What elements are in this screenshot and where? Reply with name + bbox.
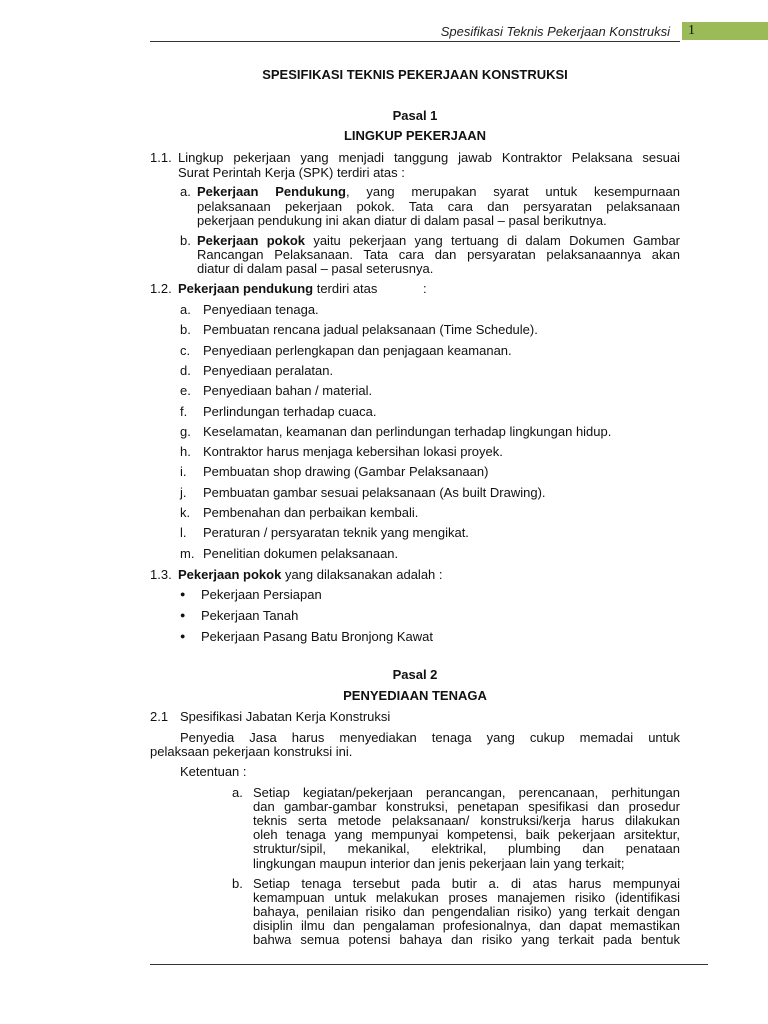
item-1-1-a-line-3: pekerjaan pendukung ini akan diatur di dalam pasal – pasal berikutnya. — [197, 213, 607, 228]
pendukung-item-letter: d. — [180, 363, 191, 378]
ketentuan-a-line: struktur/sipil, mekanikal, elektrikal, plumbing dan penataan — [253, 841, 680, 856]
pendukung-item-letter: i. — [180, 464, 187, 479]
pendukung-item-text: Penyediaan bahan / material. — [203, 383, 373, 398]
section-1-1-line-2: Surat Perintah Kerja (SPK) terdiri atas : — [178, 165, 405, 180]
document-title: SPESIFIKASI TEKNIS PEKERJAAN KONSTRUKSI — [262, 67, 568, 82]
pendukung-item-text: Penyediaan peralatan. — [203, 363, 334, 378]
ketentuan-b-line: bahwa semua potensi bahaya dan risiko yang terkait pada bentuk — [253, 932, 680, 947]
page-number-badge: 1 — [682, 22, 768, 40]
bullet-icon: ● — [180, 589, 186, 599]
pendukung-item-text: Pembenahan dan perbaikan kembali. — [203, 505, 419, 520]
section-1-3-bold: Pekerjaan pokok — [178, 567, 282, 582]
ketentuan-a-line: lingkungan maupun interior dan jenis pekerjaan lain yang terkait; — [253, 856, 625, 871]
running-header-title: Spesifikasi Teknis Pekerjaan Konstruksi — [440, 24, 670, 39]
pendukung-item-text: Pembuatan shop drawing (Gambar Pelaksanaan) — [203, 464, 489, 479]
pasal-1-heading: LINGKUP PEKERJAAN — [343, 128, 487, 143]
paragraph-2-1-line-1: Penyedia Jasa harus menyediakan tenaga yang cukup memadai untuk — [180, 730, 680, 745]
item-1-1-b-bold: Pekerjaan pokok — [197, 233, 306, 248]
ketentuan-a-line: Setiap kegiatan/pekerjaan perancangan, perencanaan, perhitungan — [253, 785, 680, 800]
section-2-1-title: Spesifikasi Jabatan Kerja Konstruksi — [180, 709, 391, 724]
pendukung-item-letter: l. — [180, 525, 187, 540]
ketentuan-b-line: Setiap tenaga tersebut pada butir a. di atas harus mempunyai — [253, 876, 680, 891]
pendukung-item-letter: b. — [180, 322, 191, 337]
ketentuan-b-line: bahaya, penilaian risiko dan pengendalian risiko) yang terkait dengan — [253, 904, 680, 919]
item-1-1-b-letter: b. — [180, 233, 191, 248]
section-1-1-line-1: Lingkup pekerjaan yang menjadi tanggung jawab Kontraktor Pelaksana sesuai — [178, 150, 680, 165]
pendukung-item-text: Perlindungan terhadap cuaca. — [203, 404, 377, 419]
pendukung-item-text: Penyediaan perlengkapan dan penjagaan keamanan. — [203, 343, 512, 358]
pendukung-item-letter: m. — [180, 546, 195, 561]
item-1-1-b-line-3: diatur di dalam pasal – pasal seterusnya. — [197, 261, 434, 276]
paragraph-2-1-line-2: pelaksaan pekerjaan konstruksi ini. — [150, 744, 353, 759]
pendukung-item-text: Pembuatan rencana jadual pelaksanaan (Time Schedule). — [203, 322, 538, 337]
pendukung-item-text: Penelitian dokumen pelaksanaan. — [203, 546, 399, 561]
section-1-2-bold: Pekerjaan pendukung — [178, 281, 314, 296]
section-1-2-intro — [178, 281, 377, 296]
ketentuan-b-line: disiplin ilmu dan pengalaman profesionalnya, dan dapat memastikan — [253, 918, 680, 933]
pokok-item-text: Pekerjaan Persiapan — [201, 587, 322, 602]
pasal-1-label: Pasal 1 — [392, 108, 438, 123]
pendukung-item-letter: a. — [180, 302, 191, 317]
pendukung-item-letter: g. — [180, 424, 191, 439]
header-rule — [150, 41, 680, 42]
pendukung-item-letter: h. — [180, 444, 191, 459]
bullet-icon: ● — [180, 631, 186, 641]
ketentuan-a-line: oleh tenaga yang mempunyai kompetensi, baik pekerjaan arsitektur, — [253, 827, 680, 842]
ketentuan-label: Ketentuan : — [180, 764, 247, 779]
item-1-1-a-letter: a. — [180, 184, 191, 199]
bullet-icon: ● — [180, 610, 186, 620]
section-1-2-rest: terdiri atas — [313, 281, 378, 296]
ketentuan-a-letter: a. — [232, 785, 243, 800]
pendukung-item-letter: k. — [180, 505, 191, 520]
pendukung-item-letter: j. — [180, 485, 187, 500]
pendukung-item-text: Penyediaan tenaga. — [203, 302, 319, 317]
ketentuan-a-line: teknis serta metode pelaksanaan/ konstruksi/kerja harus dilakukan — [253, 813, 680, 828]
section-1-3-intro — [178, 567, 443, 582]
item-1-1-a-line-2: pelaksanaan pekerjaan pokok. Tata cara dan persyaratan pelaksanaan — [197, 199, 680, 214]
item-1-1-a-rest: , yang merupakan syarat untuk kesempurnaan — [346, 184, 680, 199]
pendukung-item-letter: e. — [180, 383, 191, 398]
item-1-1-b-line-2: Rancangan Pelaksanaan. Tata cara dan persyaratan pelaksanaannya akan — [197, 247, 680, 262]
section-2-1-number: 2.1 — [150, 709, 169, 724]
ketentuan-b-line: kemampuan untuk melakukan proses manajemen risiko (identifikasi — [253, 890, 680, 905]
section-1-1-number: 1.1. — [150, 150, 172, 165]
pasal-2-heading: PENYEDIAAN TENAGA — [343, 688, 487, 703]
section-1-3-number: 1.3. — [150, 567, 172, 582]
pendukung-item-text: Kontraktor harus menjaga kebersihan lokasi proyek. — [203, 444, 503, 459]
item-1-1-b-rest: yaitu pekerjaan yang tertuang di dalam Dokumen Gambar — [305, 233, 681, 248]
section-1-2-colon: : — [423, 281, 427, 296]
ketentuan-a-line: dan gambar-gambar konstruksi, penetapan spesifikasi dan prosedur — [253, 799, 680, 814]
pendukung-item-text: Keselamatan, keamanan dan perlindungan terhadap lingkungan hidup. — [203, 424, 612, 439]
pendukung-item-text: Pembuatan gambar sesuai pelaksanaan (As built Drawing). — [203, 485, 546, 500]
item-1-1-b-line-1 — [197, 233, 680, 248]
item-1-1-a-line-1 — [197, 184, 680, 199]
pendukung-item-text: Peraturan / persyaratan teknik yang mengikat. — [203, 525, 469, 540]
ketentuan-b-letter: b. — [232, 876, 243, 891]
section-1-2-number: 1.2. — [150, 281, 172, 296]
pokok-item-text: Pekerjaan Pasang Batu Bronjong Kawat — [201, 629, 433, 644]
pokok-item-text: Pekerjaan Tanah — [201, 608, 299, 623]
pendukung-item-letter: c. — [180, 343, 191, 358]
pendukung-item-letter: f. — [180, 404, 188, 419]
pasal-2-label: Pasal 2 — [392, 667, 438, 682]
section-1-3-rest: yang dilaksanakan adalah : — [281, 567, 443, 582]
footer-rule — [150, 964, 708, 965]
item-1-1-a-bold: Pekerjaan Pendukung — [197, 184, 346, 199]
